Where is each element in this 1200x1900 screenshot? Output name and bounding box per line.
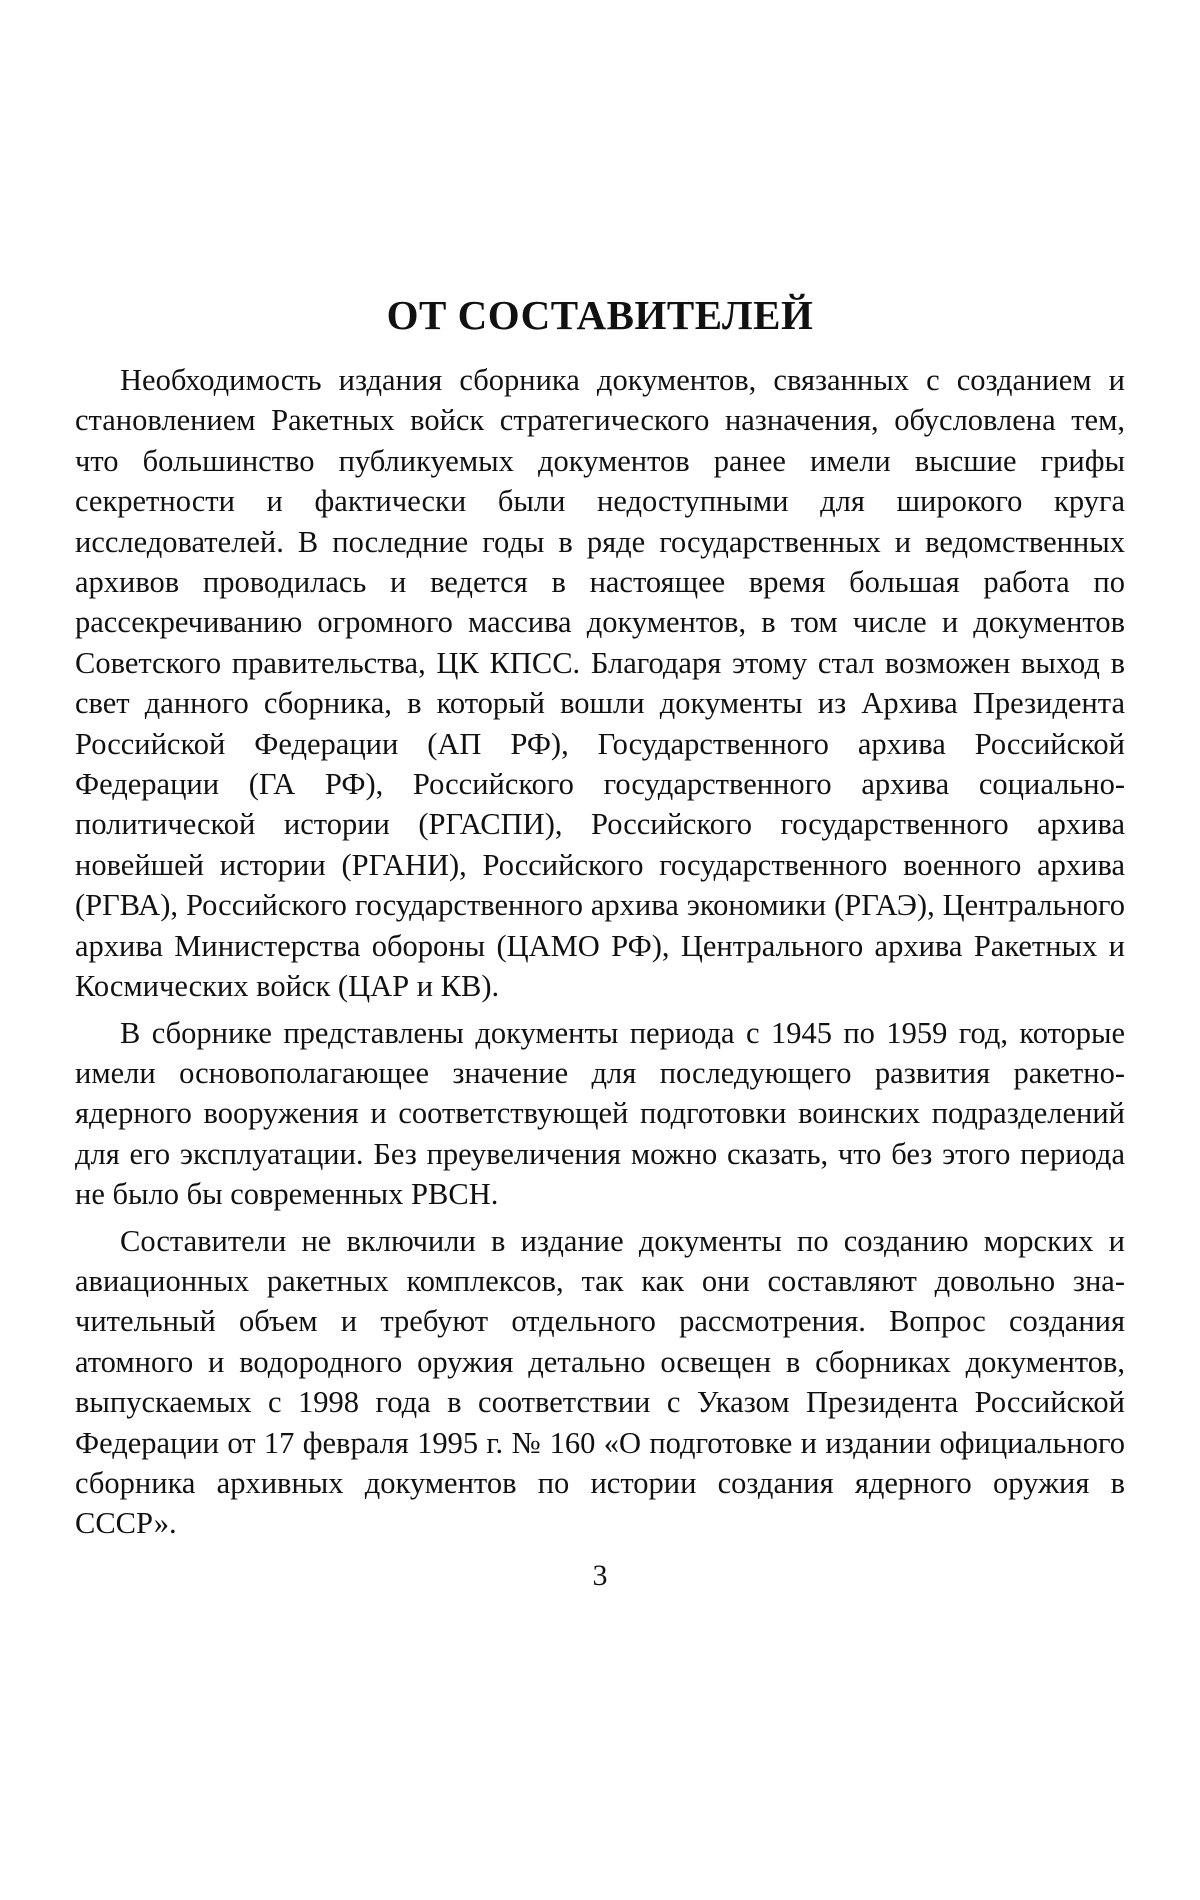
paragraph-1: Необходимость издания сборника документов, связанных с созданием и становлением Ракетных войск стратегического назначения, обусловлена тем, что большинство публикуемых документов ранее имели высшие грифы секретности и фактически были недоступными для широкого круга исследователей. В последние годы в ряде государственных и ведомственных архивов проводилась и ведется в настоящее время большая работа по рассекречиванию огромного массива документов, в том числе и документов Советского правительства, ЦК КПСС. Благодаря этому стал возможен выход в свет данного сборника, в который вошли документы из Архива Президента Российской Федерации (АП РФ), Государственного архива Российской Федерации (ГА РФ), Российского государственного архива социально-политической истории (РГАСПИ), Российского государственного архива новейшей истории (РГАНИ), Российского государственного военного архива (РГВА), Российского государственного архива экономики (РГАЭ), Центрального архива Министерства обороны (ЦАМО РФ), Центрального архива Ракетных и Космических войск (ЦАР и КВ). bbox=[75, 363, 1125, 1004]
paragraph-3: Составители не включили в издание документы по созданию морских и авиационных ракетных комплексов, так как они составляют довольно значительный объем и требуют отдельного рассмотрения. Вопрос создания атомного и водородного оружия детально освещен в сборниках документов, выпускаемых с 1998 года в соответствии с Указом Президента Российской Федерации от 17 февраля 1995 г. № 160 «О подготовке и издании официального сборника архивных документов по истории создания ядерного оружия в СССР». bbox=[75, 1223, 1125, 1541]
body-text bbox=[75, 360, 1125, 1544]
document-page bbox=[75, 0, 1125, 1900]
paragraph-2: В сборнике представлены документы периода с 1945 по 1959 год, которые имели основополагающее значение для последующего развития ракетно-ядерного вооружения и соответствующей подготовки воинских подразделений для его эксплуатации. Без преувеличения можно сказать, что без этого периода не было бы современных РВСН. bbox=[75, 1015, 1125, 1212]
section-title: ОТ СОСТАВИТЕЛЕЙ bbox=[386, 292, 814, 338]
page-number: 3 bbox=[592, 1559, 608, 1592]
